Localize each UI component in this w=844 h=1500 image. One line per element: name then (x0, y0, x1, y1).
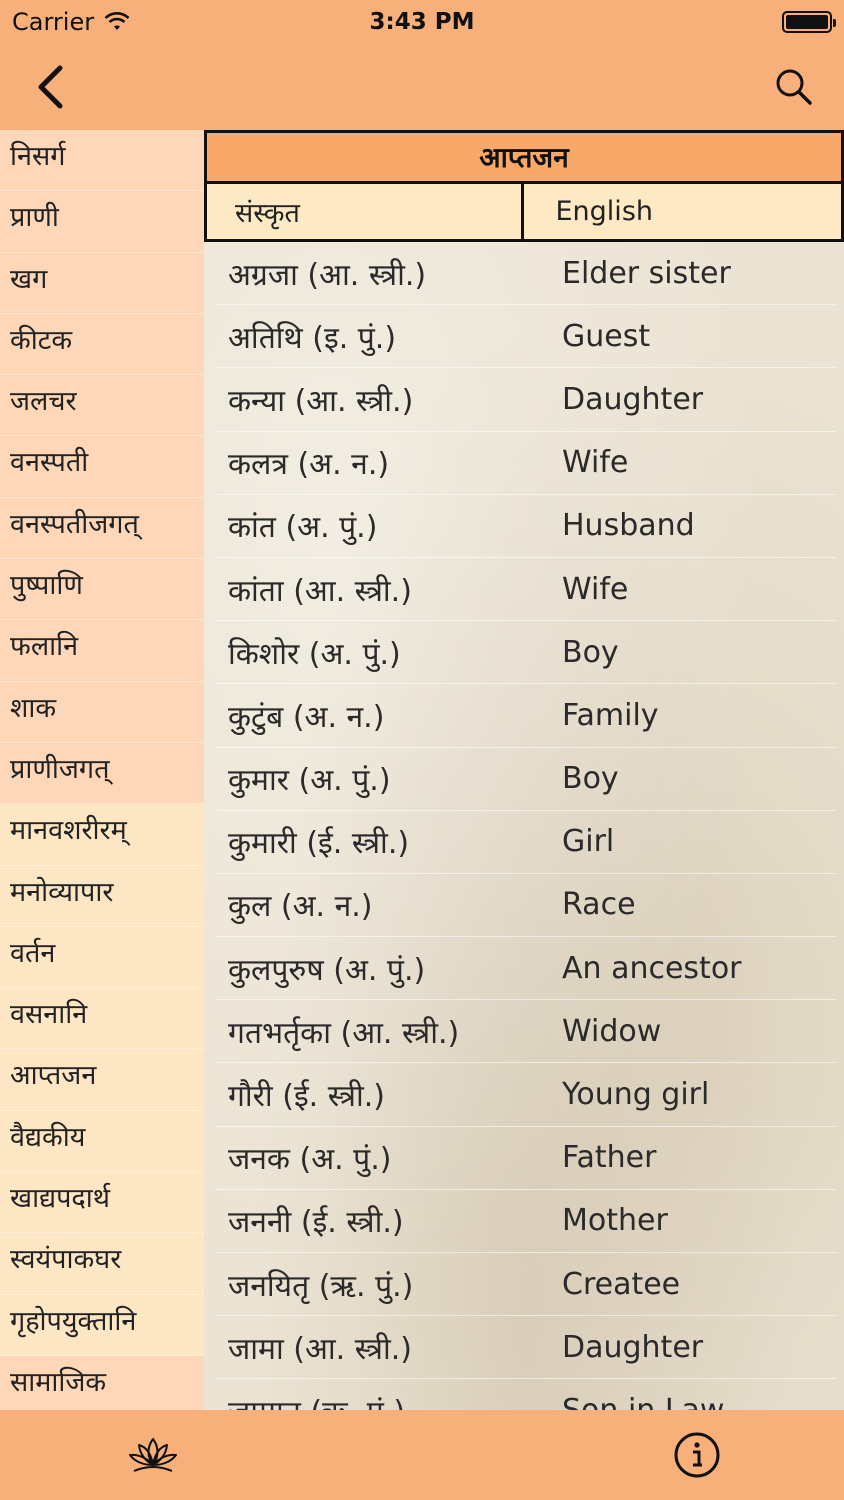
sidebar-item[interactable]: वनस्पती (0, 436, 204, 497)
sidebar-item[interactable]: निसर्ग (0, 130, 204, 191)
table-row[interactable] (216, 1316, 836, 1379)
sidebar-item[interactable]: खग (0, 253, 204, 314)
status-time: 3:43 PM (369, 9, 475, 35)
english-meaning: Boy (562, 761, 619, 797)
sidebar-item[interactable]: फलानि (0, 620, 204, 681)
sidebar-item[interactable]: वैद्यकीय (0, 1111, 204, 1172)
english-meaning: Husband (562, 508, 695, 544)
table-row[interactable] (216, 368, 836, 431)
table-row[interactable] (216, 1253, 836, 1316)
english-meaning: Guest (562, 318, 651, 354)
english-meaning: Daughter (562, 1329, 704, 1365)
category-sidebar (0, 130, 204, 1410)
sidebar-item[interactable]: मानवशरीरम् (0, 804, 204, 865)
english-meaning: Family (562, 697, 659, 733)
vocabulary-panel (204, 130, 844, 1410)
column-header-english[interactable]: English (521, 184, 842, 239)
sidebar-item[interactable]: गृहोपयुक्तानि (0, 1295, 204, 1356)
sanskrit-word: किशोर (अ. पुं.) (228, 636, 401, 672)
sidebar-item[interactable]: शाक (0, 682, 204, 743)
sanskrit-word: जनयितृ (ऋ. पुं.) (228, 1268, 414, 1304)
sanskrit-word: जामा (आ. स्त्री.) (228, 1331, 412, 1367)
sanskrit-word: अतिथि (इ. पुं.) (228, 320, 397, 356)
english-meaning: Mother (562, 1203, 668, 1239)
english-meaning: Wife (562, 445, 629, 481)
sanskrit-word: कलत्र (अ. न.) (228, 447, 390, 483)
english-meaning: Father (562, 1140, 657, 1176)
column-headers (204, 184, 844, 242)
english-meaning: Race (562, 887, 636, 923)
english-meaning: Widow (562, 1013, 662, 1049)
sidebar-item[interactable]: खाद्यपदार्थ (0, 1172, 204, 1233)
table-row[interactable] (216, 811, 836, 874)
english-meaning: Elder sister (562, 255, 731, 291)
sidebar-item[interactable]: मनोव्यापार (0, 866, 204, 927)
table-row[interactable] (216, 621, 836, 684)
sidebar-item[interactable]: सामाजिक (0, 1356, 204, 1417)
sanskrit-word: जनक (अ. पुं.) (228, 1142, 392, 1178)
table-row[interactable] (216, 558, 836, 621)
sidebar-item[interactable]: आप्तजन (0, 1049, 204, 1110)
sanskrit-word: जननी (ई. स्त्री.) (228, 1205, 404, 1241)
sidebar-item[interactable]: वर्तन (0, 927, 204, 988)
table-row[interactable] (216, 305, 836, 368)
sanskrit-word: कुलपुरुष (अ. पुं.) (228, 952, 426, 988)
sidebar-item[interactable]: स्वयंपाकघर (0, 1233, 204, 1294)
sanskrit-word: कुमार (अ. पुं.) (228, 763, 391, 799)
table-row[interactable] (216, 937, 836, 1000)
table-row[interactable] (216, 1190, 836, 1253)
sanskrit-word: कुमारी (ई. स्त्री.) (228, 826, 410, 862)
table-row[interactable] (216, 748, 836, 811)
carrier-label: Carrier (12, 8, 95, 36)
sanskrit-word: कन्या (आ. स्त्री.) (228, 383, 414, 419)
english-meaning: Daughter (562, 381, 704, 417)
sanskrit-word: कांता (आ. स्त्री.) (228, 573, 412, 609)
sidebar-item[interactable]: कीटक (0, 314, 204, 375)
battery-icon (782, 11, 832, 33)
english-meaning: Wife (562, 571, 629, 607)
table-row[interactable] (216, 1127, 836, 1190)
sanskrit-word: गतभर्तृका (आ. स्त्री.) (228, 1015, 460, 1051)
sanskrit-word: गौरी (ई. स्त्री.) (228, 1079, 385, 1115)
english-meaning: Boy (562, 634, 619, 670)
sidebar-item[interactable]: वनस्पतीजगत् (0, 498, 204, 559)
table-row[interactable] (216, 874, 836, 937)
chevron-left-icon (35, 65, 65, 109)
back-button[interactable] (22, 59, 78, 115)
tab-bar (0, 1410, 844, 1500)
sanskrit-word: अग्रजा (आ. स्त्री.) (228, 257, 427, 293)
sanskrit-word: कुल (अ. न.) (228, 889, 373, 925)
table-title: आप्तजन (204, 130, 844, 184)
english-meaning: Createe (562, 1266, 681, 1302)
table-row[interactable] (216, 1000, 836, 1063)
table-row[interactable] (216, 1063, 836, 1126)
column-header-sanskrit[interactable]: संस्कृत (235, 198, 300, 229)
sidebar-item[interactable]: प्राणीजगत् (0, 743, 204, 804)
status-bar (0, 0, 844, 44)
table-row[interactable] (216, 684, 836, 747)
table-row[interactable] (216, 242, 836, 305)
sanskrit-word: कांत (अ. पुं.) (228, 510, 378, 546)
nav-bar (0, 44, 844, 130)
sidebar-item[interactable]: जलचर (0, 375, 204, 436)
info-icon (673, 1431, 721, 1479)
search-icon (774, 67, 814, 107)
sanskrit-word: कुटुंब (अ. न.) (228, 699, 385, 735)
search-button[interactable] (766, 59, 822, 115)
word-list[interactable] (204, 242, 844, 1443)
sidebar-item[interactable]: वसनानि (0, 988, 204, 1049)
home-button[interactable] (126, 1428, 180, 1482)
english-meaning: Young girl (562, 1077, 710, 1113)
table-row[interactable] (216, 432, 836, 495)
sidebar-item[interactable]: प्राणी (0, 191, 204, 252)
table-row[interactable] (216, 495, 836, 558)
english-meaning: Girl (562, 824, 615, 860)
english-meaning: An ancestor (562, 950, 742, 986)
sidebar-item[interactable]: पुष्पाणि (0, 559, 204, 620)
lotus-icon (126, 1433, 180, 1477)
info-button[interactable] (670, 1428, 724, 1482)
